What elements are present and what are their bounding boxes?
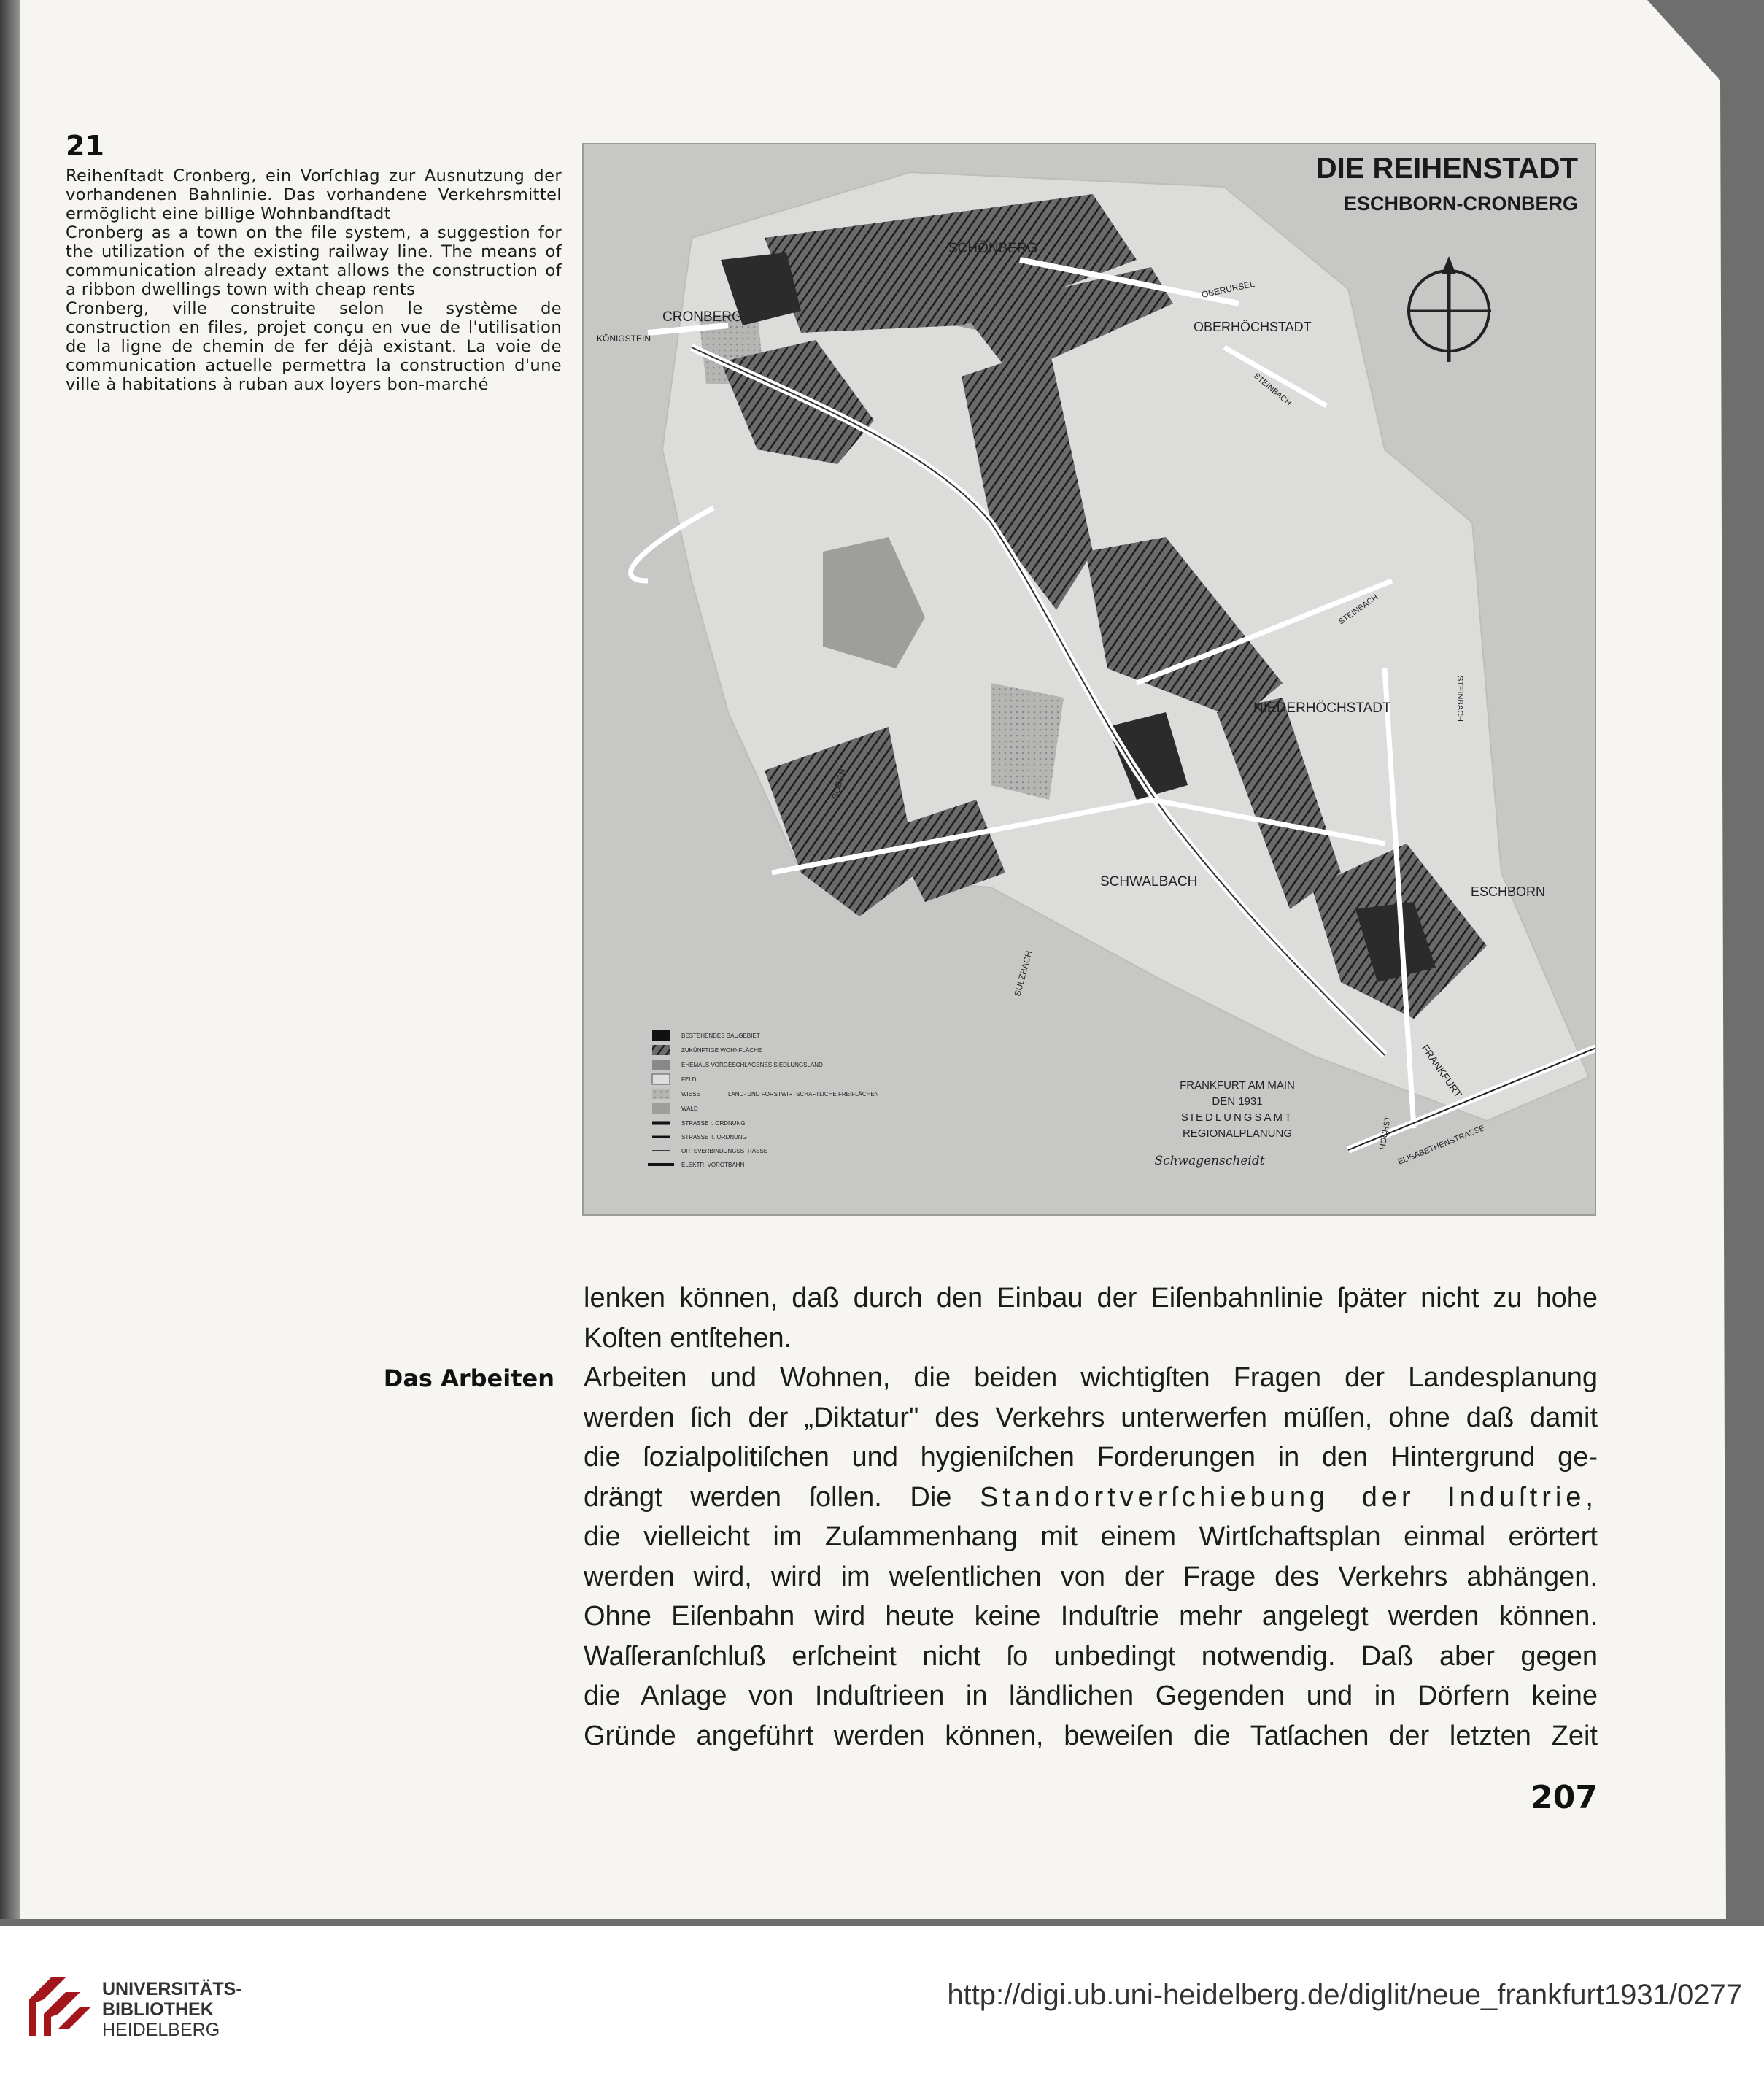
emphasis-spaced: Standortverſchiebung der Induſtrie, xyxy=(980,1481,1598,1513)
library-line: BIBLIOTHEK xyxy=(102,1999,214,2020)
body-line: die Anlage von Induſtrieen in ländlichen Gegenden und in Dörfern keine xyxy=(584,1680,1598,1711)
legend-item: BESTEHENDES BAUGEBIET xyxy=(681,1033,760,1039)
place-label-oberhoechstadt: OBERHÖCHSTADT xyxy=(1194,320,1312,334)
place-label-schoenberg: SCHÖNBERG xyxy=(948,241,1038,256)
body-line: Gründe angeführt werden können, beweiſen die Tatſachen der letzten Zeit xyxy=(584,1720,1598,1751)
map-figure xyxy=(582,143,1596,1216)
caption-english: Cronberg as a town on the file system, a suggestion for the utilization of the existing railway line. The means of communication already extant allows the construction of a ribbon dwellings town with cheap rents xyxy=(66,223,562,299)
road-label-steinbach-1: STEINBACH xyxy=(1252,371,1293,408)
legend-swatch-future xyxy=(652,1045,670,1055)
body-line: Arbeiten und Wohnen, die beiden wichtigſten Fragen der Landesplanung xyxy=(584,1362,1598,1393)
place-label-eschborn: ESCHBORN xyxy=(1471,884,1546,899)
road-label-elisabethenstrasse: ELISABETHENSTRASSE xyxy=(1396,1124,1487,1167)
legend-item: STRASSE I. ORDNUNG xyxy=(681,1120,746,1127)
place-label-schwalbach: SCHWALBACH xyxy=(1100,874,1198,889)
road-label-oberursel: OBERURSEL xyxy=(1200,278,1256,300)
body-line: die ſozialpolitiſchen und hygieniſchen Forderungen in den Hintergrund ge- xyxy=(584,1442,1598,1473)
legend-swatch-field xyxy=(652,1074,670,1084)
body-line: Koſten entſtehen. xyxy=(584,1322,792,1354)
imprint-line: REGIONALPLANUNG xyxy=(1182,1127,1293,1140)
legend-item: EHEMALS VORGESCHLAGENES SIEDLUNGSLAND xyxy=(681,1062,823,1068)
body-line xyxy=(584,1478,1598,1518)
legend-item: FELD xyxy=(681,1076,697,1083)
legend-item: STRASSE II. ORDNUNG xyxy=(681,1134,747,1141)
place-label-niederhoechstadt: NIEDERHÖCHSTADT xyxy=(1253,701,1391,716)
imprint-line: FRANKFURT AM MAIN xyxy=(1180,1079,1295,1092)
road-label-steinbach-3: STEINBACH xyxy=(1455,676,1464,722)
library-logo-icon[interactable] xyxy=(22,1970,95,2043)
paper-edge-shadow xyxy=(0,0,20,1919)
body-text xyxy=(584,1278,1598,1756)
imprint-line: DEN 1931 xyxy=(1212,1095,1263,1108)
figure-number: 21 xyxy=(66,130,104,162)
caption-german: Reihenſtadt Cronberg, ein Vorſchlag zur Ausnutzung der vorhandenen Bahnlinie. Das vorhandene Verkehrsmittel ermöglicht eine billige Wohnbandſtadt xyxy=(66,166,562,223)
figure-caption xyxy=(66,166,562,394)
imprint-line: SIEDLUNGSAMT xyxy=(1180,1111,1294,1124)
library-line: HEIDELBERG xyxy=(102,2020,220,2040)
map-signature: Schwagenscheidt xyxy=(1154,1154,1265,1168)
road-label-sulzbach: SULZBACH xyxy=(1012,949,1034,997)
source-url[interactable]: http://digi.ub.uni-heidelberg.de/diglit/neue_frankfurt1931/0277 xyxy=(947,1979,1742,2011)
library-line: UNIVERSITÄTS- xyxy=(102,1979,242,1999)
legend-swatch-former xyxy=(652,1060,670,1070)
road-label-steinbach-2: STEINBACH xyxy=(1336,593,1380,627)
body-line: lenken können, daß durch den Einbau der Eiſenbahnlinie ſpäter nicht zu hohe xyxy=(584,1283,1598,1313)
body-line: die vielleicht im Zuſammenhang mit einem Wirtſchaftsplan einmal erörtert xyxy=(584,1521,1598,1552)
caption-french: Cronberg, ville construite selon le système de construction en files, projet conçu en vue de l'utilisation de la ligne de chemin de fer déjà existant. La voie de communication actuelle permettra la construction d'une ville à habitations à ruban aux loyers bon-marché xyxy=(66,299,562,394)
legend-item: LAND- UND FORSTWIRTSCHAFTLICHE FREIFLÄCHEN xyxy=(728,1091,879,1097)
map-legend xyxy=(648,1030,879,1168)
page-number: 207 xyxy=(1531,1779,1598,1816)
body-line: werden wird, wird im weſentlichen von der Frage des Verkehrs abhängen. xyxy=(584,1561,1598,1592)
legend-item: WIESE xyxy=(681,1091,700,1097)
place-label-cronberg: CRONBERG xyxy=(662,309,743,325)
road-label-soden: SODEN xyxy=(829,767,848,800)
body-line: werden ſich der „Diktatur" des Verkehrs unterwerfen müſſen, ohne daß damit xyxy=(584,1402,1598,1433)
legend-swatch-forest xyxy=(652,1103,670,1114)
road-label-koenigstein: KÖNIGSTEIN xyxy=(597,333,651,344)
legend-item: ORTSVERBINDUNGSSTRASSE xyxy=(681,1148,768,1154)
road-label-hoechst: HÖCHST xyxy=(1378,1115,1393,1151)
road-label-frankfurt: FRANKFURT xyxy=(1419,1042,1465,1100)
body-line-start: drängt werden ſollen. Die xyxy=(584,1481,952,1513)
map-imprint xyxy=(1154,1079,1294,1168)
margin-heading: Das Arbeiten xyxy=(383,1365,554,1392)
legend-swatch-built xyxy=(652,1030,670,1041)
map-drawing xyxy=(582,143,1596,1216)
legend-item: ZUKÜNFTIGE WOHNFLÄCHE xyxy=(681,1047,762,1054)
map-title: DIE REIHENSTADT xyxy=(1315,153,1578,185)
library-name xyxy=(102,1979,242,2040)
legend-item: WALD xyxy=(681,1105,698,1112)
legend-item: ELEKTR. VOROTBAHN xyxy=(681,1162,745,1168)
body-line: Ohne Eiſenbahn wird heute keine Induſtrie mehr angelegt werden können. xyxy=(584,1601,1598,1632)
north-arrow-icon xyxy=(1407,256,1491,362)
body-line: Waſſeranſchluß erſcheint nicht ſo unbedingt notwendig. Daß aber gegen xyxy=(584,1640,1598,1672)
legend-swatch-meadow xyxy=(652,1089,670,1099)
map-subtitle: ESCHBORN-CRONBERG xyxy=(1343,193,1578,215)
